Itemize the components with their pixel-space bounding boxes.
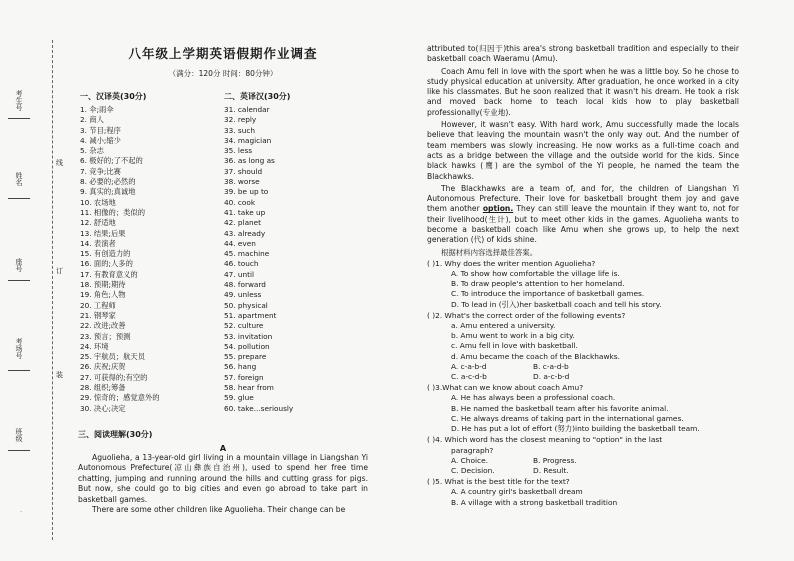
vocab-item-cn: 13. 结果;后果 — [80, 228, 126, 238]
section1-heading: 一、汉译英(30分) — [80, 92, 147, 101]
answer-option: B. Progress. — [533, 455, 577, 465]
vocab-item-en: 35. less — [224, 146, 253, 156]
page-corner-mark: · — [20, 508, 23, 516]
seat-line — [8, 280, 30, 281]
instruction: 根据材料内容选择最佳答案。 — [441, 247, 538, 257]
answer-option: D. To lead in (引入)her basketball coach and tell his story. — [451, 299, 662, 309]
bind-char-zhuang: 装 — [56, 371, 63, 379]
vocab-item-en: 36. as long as — [224, 156, 275, 166]
answer-option: D. a-c-b-d — [533, 372, 570, 382]
class-label: 班级 — [15, 428, 23, 442]
answer-option: A. He has always been a professional coach. — [451, 393, 616, 403]
section2-list — [224, 105, 293, 414]
vocab-item-en: 56. hang — [224, 362, 257, 372]
answer-option: C. a-c-d-b — [451, 372, 487, 382]
vocab-item-cn: 16. 面的;人多的 — [80, 259, 133, 269]
section2-heading: 二、英译汉(30分) — [224, 92, 291, 101]
exam-no-label: 考生号 — [15, 90, 23, 111]
name-line — [8, 198, 30, 199]
class-line — [8, 450, 30, 451]
page-title: 八年级上学期英语假期作业调查 — [128, 46, 318, 61]
vocab-item-en: 46. touch — [224, 259, 259, 269]
answer-option: b. Amu went to work in a big city. — [451, 331, 575, 341]
vocab-item-cn: 17. 有教育意义的 — [80, 269, 138, 279]
vocab-item-cn: 25. 宇航员；航天员 — [80, 352, 146, 362]
vocab-item-en: 42. planet — [224, 218, 262, 228]
vocab-item-cn: 7. 竞争;比赛 — [80, 166, 121, 176]
question-list — [427, 259, 739, 508]
answer-option: A. Choice. — [451, 455, 489, 465]
answer-option: d. Amu became the coach of the Blackhawks. — [451, 351, 620, 361]
vocab-item-cn: 23. 预言；预测 — [80, 331, 131, 341]
answer-option: D. Result. — [533, 465, 569, 475]
vocab-item-en: 38. worse — [224, 177, 260, 187]
bind-char-xian: 线 — [56, 159, 63, 167]
vocab-item-en: 50. physical — [224, 300, 268, 310]
question-stem: ( )5. What is the best title for the text? — [427, 477, 570, 487]
vocab-item-cn: 3. 节目;程序 — [80, 125, 121, 135]
vocab-item-en: 37. should — [224, 166, 263, 176]
vocabulary-sections — [78, 91, 368, 421]
vocab-item-cn: 28. 组织;筹备 — [80, 383, 126, 393]
vocab-item-en: 41. take up — [224, 207, 266, 217]
vocab-item-en: 53. invitation — [224, 331, 273, 341]
question-stem-continued: paragraph? — [451, 445, 494, 455]
vocab-item-cn: 10. 农场地 — [80, 197, 116, 207]
passage-paragraph-2: There are some other children like Aguolieha. Their change can be — [92, 505, 346, 515]
name-label: 姓名 — [15, 172, 23, 186]
binding-margin — [0, 0, 68, 561]
vocab-item-en: 43. already — [224, 228, 266, 238]
passage-paragraph-5 — [427, 184, 739, 246]
vocab-item-en: 44. even — [224, 238, 256, 248]
answer-option: c. Amu fell in love with basketball. — [451, 341, 578, 351]
question-stem: ( )3.What can we know about coach Amu? — [427, 383, 584, 393]
answer-option: D. He has put a lot of effort (努力)into building the basketball team. — [451, 424, 700, 434]
question-block — [427, 477, 739, 508]
passage-paragraph-4: However, it wasn't easy. With hard work, Amu successfully made the locals believe that leaving the mountain wasn't the only way out. And the number of team members was slowly increasing. He now works as a full-time coach and acts as a bridge between the village and the outside world for the kids. Since black hawks (鹰) are the symbol of the Yi people, he named the team the Blackhawks. — [427, 120, 739, 181]
vocab-item-en: 34. magician — [224, 135, 272, 145]
vocab-item-cn: 12. 舒适地 — [80, 218, 116, 228]
vocab-item-cn: 20. 工程师 — [80, 300, 116, 310]
vocab-item-cn: 1. 伞;雨伞 — [80, 105, 114, 114]
vocab-item-en: 54. pollution — [224, 341, 270, 351]
bind-char-ding: 订 — [56, 267, 63, 275]
vocab-item-en: 33. such — [224, 125, 255, 135]
answer-option: C. He always dreams of taking part in the international games. — [451, 413, 684, 423]
question-stem: ( )2. What's the correct order of the following events? — [427, 310, 626, 320]
passage-label: A — [219, 444, 227, 453]
vocab-item-cn: 21. 钢琴家 — [80, 310, 116, 320]
section1-list — [80, 105, 160, 414]
score-time-subtitle: （满分：120分 时间：80分钟） — [168, 69, 278, 78]
answer-option: B. A village with a strong basketball tradition — [451, 497, 618, 507]
answer-option-row — [427, 466, 739, 476]
p5-after: They can still leave the mountain if they want to, not for their livelihood(生计), but to meet other kids in the games. Aguolieha wants to become a basketball coach like Amu when she grows up, to help the next generation (代) of kids shine. — [427, 204, 739, 245]
p5-before: The Blackhawks are a team of, and for, the children of Liangshan Yi Autonomous Prefecture. Their love for basketball brought them joy and gave them another — [427, 183, 739, 214]
vocab-item-cn: 2. 商人 — [80, 115, 104, 125]
vocab-item-cn: 11. 相像的；类似的 — [80, 207, 146, 217]
vocab-item-cn: 5. 杂志 — [80, 146, 104, 156]
vocab-item-cn: 26. 庆祝;庆贺 — [80, 362, 126, 372]
chinese-to-english-section — [80, 91, 160, 414]
passage-paragraph-1: Aguolieha, a 13-year-old girl living in a mountain village in Liangshan Yi Autonomous Prefecture(凉山彝族自治州), used to spend her free time chatting, jumping and running around the hills and cutting grass for pigs. But now, she could go to big cities and even go abroad to take part in basketball games. — [78, 453, 368, 504]
vocab-item-cn: 27. 可获得的;有空的 — [80, 372, 148, 382]
passage-paragraph-3: Coach Amu fell in love with the sport when he was a little boy. So he chose to study physical education at university. After graduation, he once worked in a city like his classmates. But he soon realized that it wasn't his dream. He took a risk and moved back home to teach local kids how to play basketball professionally(专业地). — [427, 66, 739, 117]
vocab-item-en: 47. until — [224, 269, 255, 279]
vocab-item-en: 40. cook — [224, 197, 256, 207]
vocab-item-en: 55. prepare — [224, 352, 267, 362]
vocab-item-en: 48. forward — [224, 280, 266, 290]
option-underlined-word: option. — [482, 204, 514, 214]
answer-option: B. He named the basketball team after his favorite animal. — [451, 403, 669, 413]
vocab-item-cn: 4. 减小;缩少 — [80, 135, 121, 145]
answer-option: B. c-a-d-b — [533, 361, 569, 371]
vocab-item-en: 51. apartment — [224, 310, 277, 320]
question-block — [427, 383, 739, 434]
answer-option: A. A country girl's basketball dream — [451, 487, 583, 497]
binding-dashed-line — [52, 40, 53, 540]
vocab-item-en: 32. reply — [224, 115, 257, 125]
vocab-item-cn: 9. 真实的;真诚地 — [80, 187, 136, 197]
answer-option-row — [427, 362, 739, 372]
question-stem: ( )4. Which word has the closest meaning to "option" in the last — [427, 435, 663, 445]
vocab-item-cn: 24. 环境 — [80, 341, 109, 351]
seat-label: 座号 — [15, 258, 23, 272]
vocab-item-en: 60. take...seriously — [224, 403, 294, 413]
answer-option-row — [427, 456, 739, 466]
section3-heading: 三、阅读理解(30分) — [78, 430, 153, 439]
answer-option: C. Decision. — [451, 465, 495, 475]
vocab-item-cn: 29. 惊奇的；感觉意外的 — [80, 393, 160, 403]
vocab-item-en: 52. culture — [224, 321, 264, 331]
vocab-item-cn: 18. 预期;期待 — [80, 280, 126, 290]
vocab-item-en: 31. calendar — [224, 105, 270, 114]
vocab-item-cn: 30. 决心;决定 — [80, 403, 126, 413]
left-column — [78, 44, 368, 515]
vocab-item-cn: 19. 角色;人物 — [80, 290, 126, 300]
answer-option-row — [427, 372, 739, 382]
answer-option: A. To show how comfortable the village life is. — [451, 269, 620, 279]
answer-option: C. To introduce the importance of basketball games. — [451, 289, 645, 299]
vocab-item-cn: 6. 极好的;了不起的 — [80, 156, 143, 166]
vocab-item-cn: 22. 改进;改善 — [80, 321, 126, 331]
question-block — [427, 311, 739, 382]
exam-no-line — [8, 118, 30, 119]
question-stem: ( )1. Why does the writer mention Aguolieha? — [427, 258, 596, 268]
vocab-item-en: 49. unless — [224, 290, 262, 300]
room-line — [8, 370, 30, 371]
question-block — [427, 435, 739, 476]
answer-option: a. Amu entered a university. — [451, 321, 556, 331]
answer-option: B. To draw people's attention to her homeland. — [451, 279, 625, 289]
vocab-item-en: 59. glue — [224, 393, 254, 403]
vocab-item-en: 57. foreign — [224, 372, 264, 382]
vocab-item-cn: 15. 有创造力的 — [80, 249, 131, 259]
right-column — [427, 44, 739, 508]
question-block — [427, 259, 739, 310]
english-to-chinese-section — [224, 91, 293, 414]
passage-continuation: attributed to(归因于)this area's strong basketball tradition and especially to their basketball coach Waeramu (Amu). — [427, 44, 739, 64]
room-label: 考场号 — [15, 338, 23, 359]
vocab-item-en: 58. hear from — [224, 383, 274, 393]
vocab-item-en: 45. machine — [224, 249, 270, 259]
vocab-item-cn: 14. 表演者 — [80, 238, 116, 248]
vocab-item-en: 39. be up to — [224, 187, 269, 197]
vocab-item-cn: 8. 必要的;必然的 — [80, 177, 136, 187]
answer-option: A. c-a-b-d — [451, 361, 487, 371]
